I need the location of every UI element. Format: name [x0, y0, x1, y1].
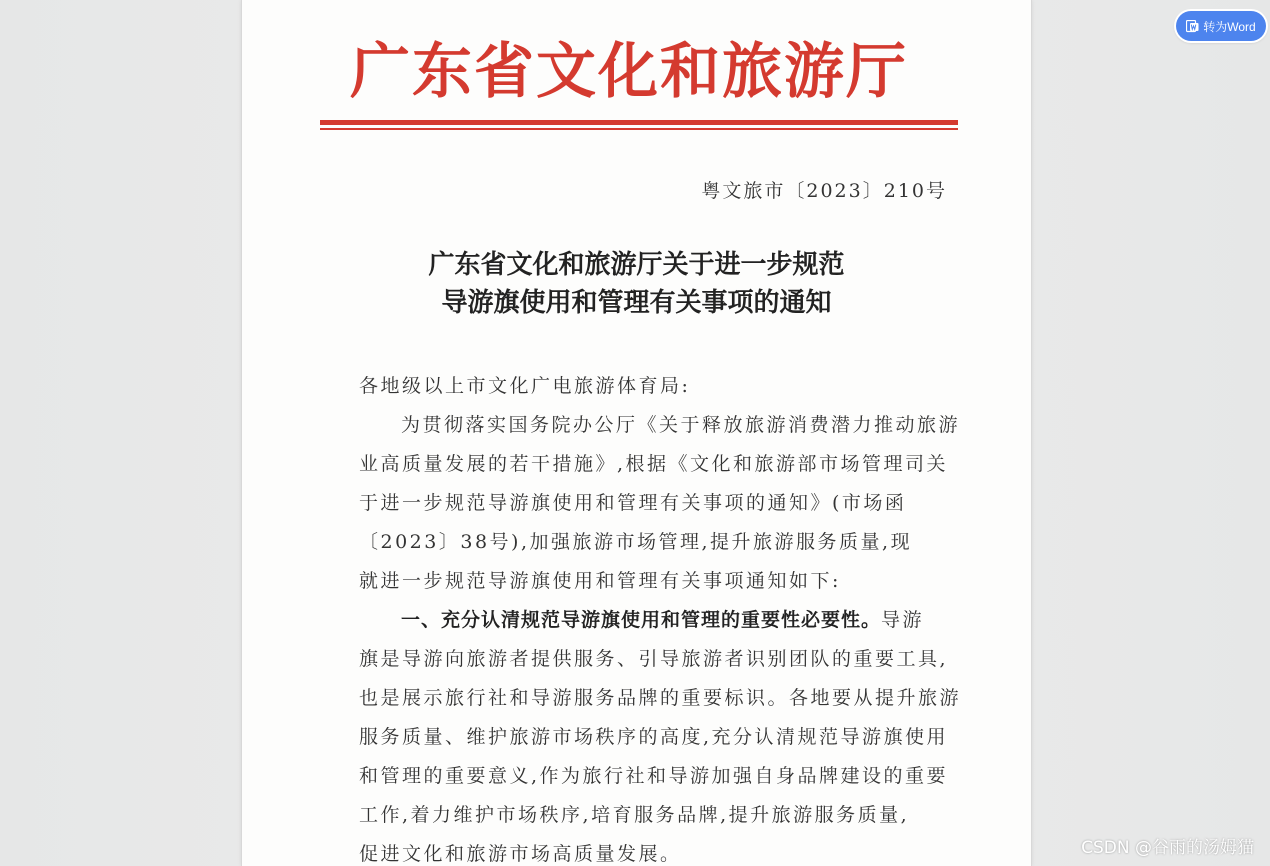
paragraph-line: 和管理的重要意义,作为旅行社和导游加强自身品牌建设的重要: [359, 765, 949, 787]
document-title: [242, 246, 1031, 322]
divider-thick-line: [320, 120, 958, 125]
paragraph-line: 旗是导游向旅游者提供服务、引导旅游者识别团队的重要工具,: [359, 648, 949, 670]
paragraph-line: 于进一步规范导游旗使用和管理有关事项的通知》(市场函: [359, 492, 907, 514]
convert-to-word-label: 转为Word: [1203, 19, 1256, 34]
paragraph-line: 工作,着力维护市场秩序,培育服务品牌,提升旅游服务质量,: [359, 804, 910, 826]
document-body: [359, 367, 962, 866]
divider-thin-line: [320, 128, 958, 130]
paragraph-line: 〔2023〕38号),加强旅游市场管理,提升旅游服务质量,现: [359, 531, 913, 553]
section-text: 导游: [881, 609, 925, 631]
salutation: 各地级以上市文化广电旅游体育局:: [359, 375, 691, 397]
word-doc-icon: [1186, 20, 1199, 33]
watermark-text: CSDN @谷雨的汤姆猫: [1081, 838, 1254, 858]
paragraph-line: 就进一步规范导游旗使用和管理有关事项通知如下:: [359, 570, 841, 592]
paragraph-line: 为贯彻落实国务院办公厅《关于释放旅游消费潜力推动旅游: [401, 414, 961, 436]
convert-to-word-button[interactable]: [1176, 11, 1266, 41]
paragraph-line: 业高质量发展的若干措施》,根据《文化和旅游部市场管理司关: [359, 453, 949, 475]
paragraph-line: 也是展示旅行社和导游服务品牌的重要标识。各地要从提升旅游: [359, 687, 962, 709]
paragraph-line: 服务质量、维护旅游市场秩序的高度,充分认清规范导游旗使用: [359, 726, 949, 748]
letterhead-title: 广东省文化和旅游厅: [350, 37, 908, 107]
document-page: [241, 0, 1032, 866]
letterhead-divider: [320, 120, 958, 130]
title-line: 导游旗使用和管理有关事项的通知: [441, 288, 832, 318]
section-heading-line: [359, 601, 949, 640]
section-heading: 一、充分认清规范导游旗使用和管理的重要性必要性。: [401, 609, 882, 631]
paragraph-line: 促进文化和旅游市场高质量发展。: [359, 843, 682, 865]
document-number: 粤文旅市〔2023〕210号: [701, 180, 947, 202]
title-line: 广东省文化和旅游厅关于进一步规范: [428, 250, 845, 280]
